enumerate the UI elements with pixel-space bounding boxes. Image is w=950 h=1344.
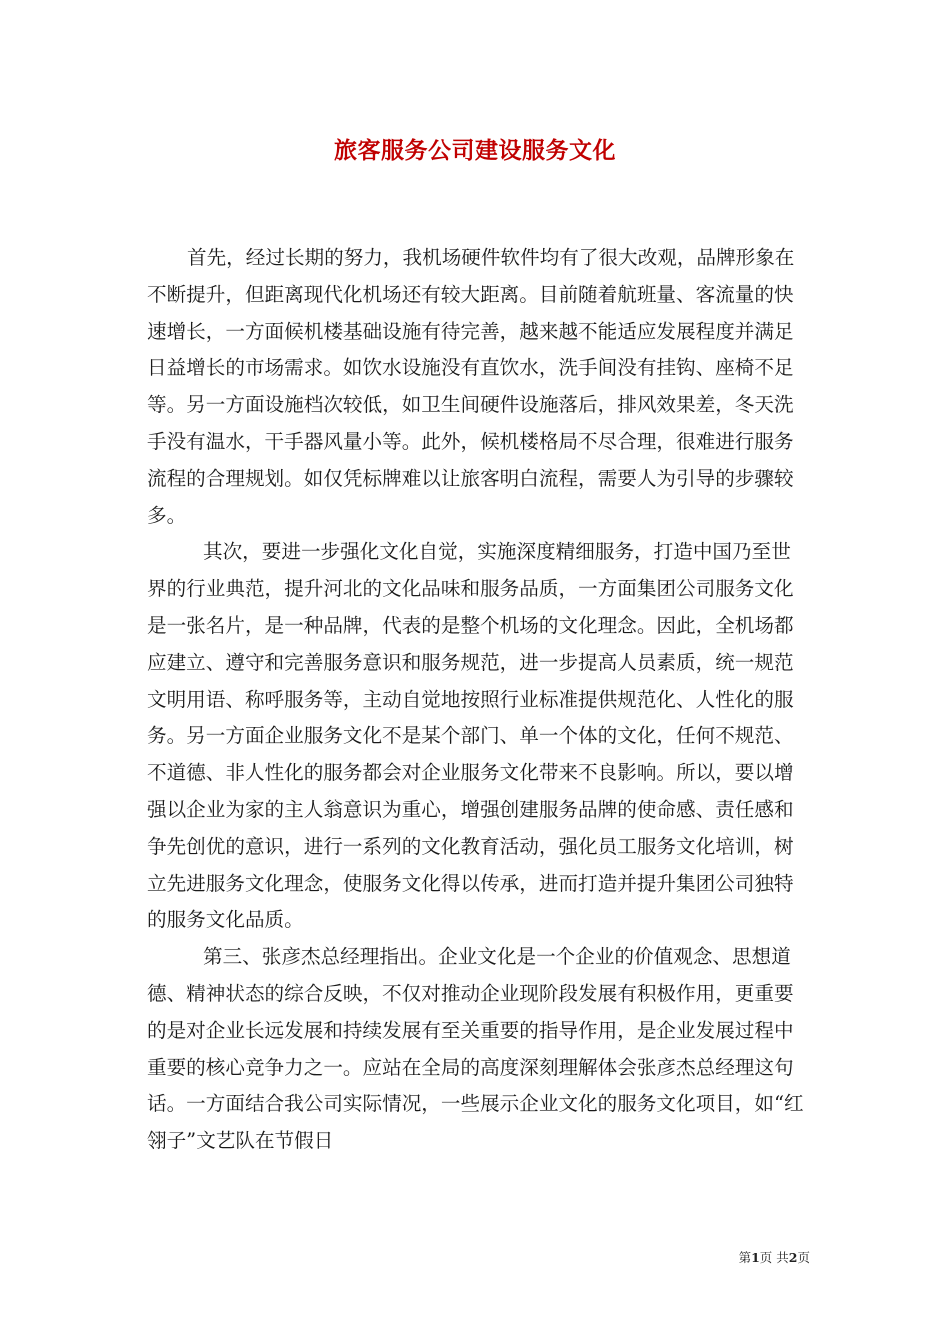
paragraph-3: 第三、张彦杰总经理指出。企业文化是一个企业的价值观念、思想道德、精神状态的综合反映，不仅对推动企业现阶段发展有积极作用，更重要的是对企业长远发展和持续发展有至关重要的指导作用，是企业发展过程中重要的核心竞争力之一。应站在全局的高度深刻理解体会张彦杰总经理这句话。一方面结合我公司实际情况，一些展示企业文化的服务文化项目，如“红翎子”文艺队在节假日 xyxy=(147,945,804,1153)
footer-current-page: 1 xyxy=(751,1250,760,1265)
document-title: 旅客服务公司建设服务文化 xyxy=(334,137,616,164)
page-footer xyxy=(739,1248,810,1266)
footer-prefix: 第 xyxy=(738,1250,752,1265)
footer-total-pages: 2 xyxy=(788,1250,798,1265)
paragraph-1: 首先，经过长期的努力，我机场硬件软件均有了很大改观，品牌形象在不断提升，但距离现代化机场还有较大距离。目前随着航班量、客流量的快速增长，一方面候机楼基础设施有待完善，越来越不能适应发展程度并满足日益增长的市场需求。如饮水设施没有直饮水，洗手间没有挂钩、座椅不足等。另一方面设施档次较低，如卫生间硬件设施落后，排风效果差，冬天洗手没有温水，干手器风量小等。此外，候机楼格局不尽合理，很难进行服务流程的合理规划。如仅凭标牌难以让旅客明白流程，需要人为引导的步骤较多。 xyxy=(147,246,795,527)
footer-middle: 页 共 xyxy=(759,1250,789,1265)
paragraph-2: 其次，要进一步强化文化自觉，实施深度精细服务，打造中国乃至世界的行业典范，提升河北的文化品味和服务品质，一方面集团公司服务文化是一张名片，是一种品牌，代表的是整个机场的文化理念。因此，全机场都应建立、遵守和完善服务意识和服务规范，进一步提高人员素质，统一规范文明用语、称呼服务等，主动自觉地按照行业标准提供规范化、人性化的服务。另一方面企业服务文化不是某个部门、单一个体的文化，任何不规范、不道德、非人性化的服务都会对企业服务文化带来不良影响。所以，要以增强以企业为家的主人翁意识为重心，增强创建服务品牌的使命感、责任感和争先创优的意识，进行一系列的文化教育活动，强化员工服务文化培训，树立先进服务文化理念，使服务文化得以传承，进而打造并提升集团公司独特的服务文化品质。 xyxy=(147,540,794,932)
footer-suffix: 页 xyxy=(797,1250,810,1265)
document-body xyxy=(147,240,807,1160)
